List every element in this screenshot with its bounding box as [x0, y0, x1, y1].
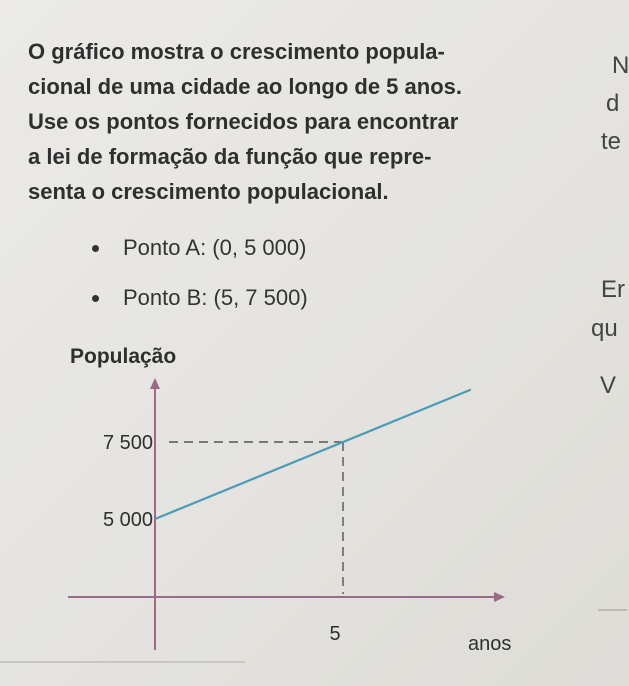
statement-line: cional de uma cidade ao longo de 5 anos. — [28, 74, 462, 99]
cutoff-fragment: te — [601, 128, 622, 155]
y-tick-label: 5 000 — [102, 509, 153, 531]
y-axis-label: População — [70, 345, 177, 368]
population-line — [155, 390, 471, 519]
cutoff-fragment: qu — [591, 315, 618, 342]
point-a-label: Ponto A: (0, 5 000) — [123, 235, 307, 260]
x-axis-arrow — [494, 592, 505, 602]
x-tick-label: 5 — [329, 623, 341, 645]
y-axis-arrow — [150, 378, 160, 389]
cutoff-fragment: N — [612, 52, 629, 79]
cutoff-fragment: d — [606, 90, 620, 117]
y-tick-label: 7 500 — [102, 432, 153, 454]
statement-line: senta o crescimento populacional. — [28, 179, 389, 204]
cutoff-fragment: V — [600, 372, 617, 399]
cutoff-fragment: Er — [601, 276, 625, 303]
statement-line: Use os pontos fornecidos para encontrar — [28, 109, 459, 134]
statement-line: O gráfico mostra o crescimento popula- — [28, 39, 445, 64]
x-axis-label: anos — [468, 633, 512, 655]
statement-line: a lei de formação da função que repre- — [28, 144, 432, 169]
point-b-label: Ponto B: (5, 7 500) — [123, 285, 308, 310]
